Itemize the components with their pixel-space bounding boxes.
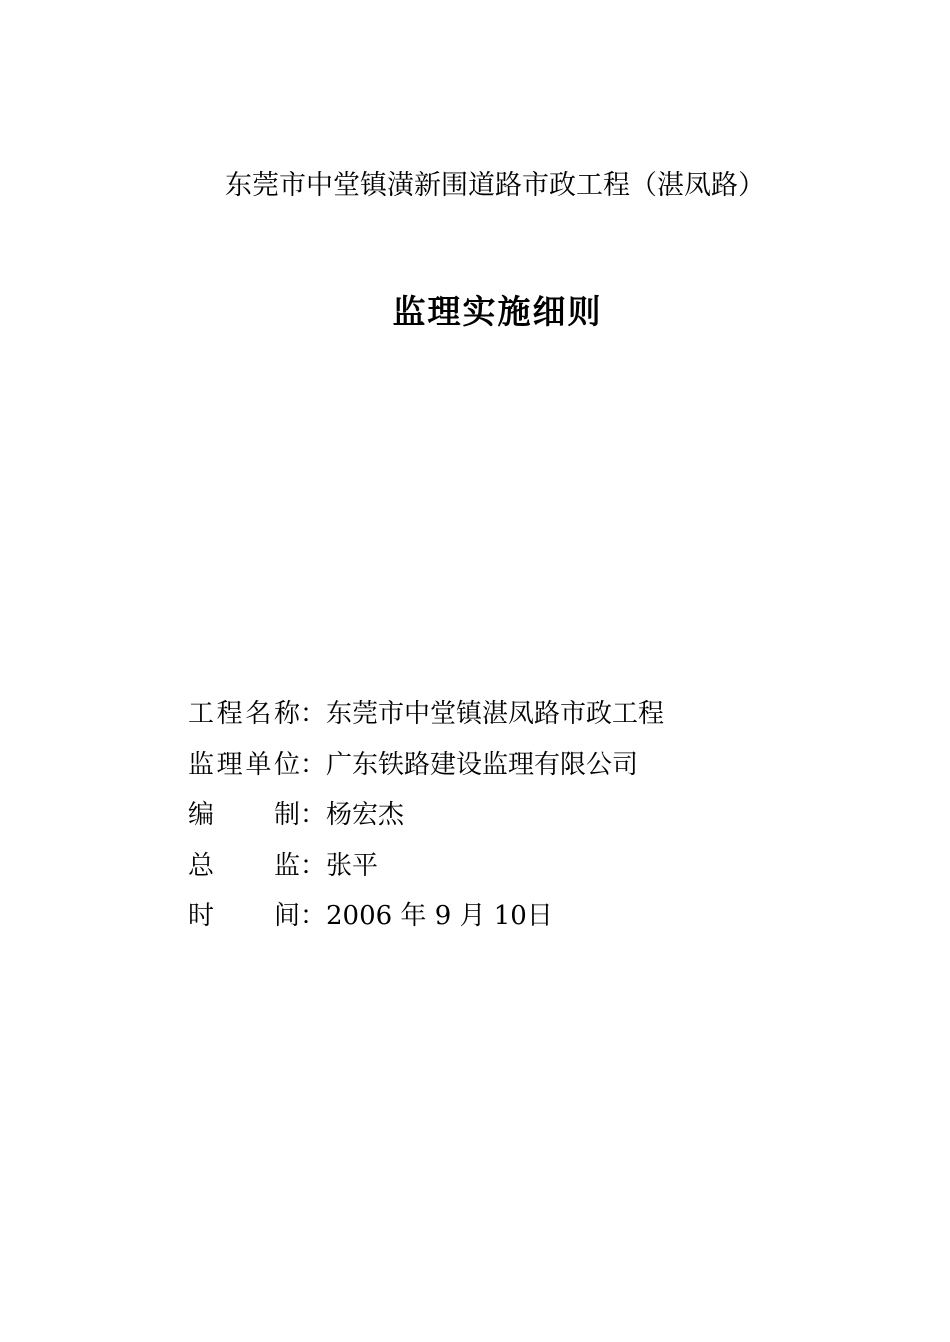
document-title: 监理实施细则 <box>392 292 603 331</box>
project-name-label: 工程名称 <box>188 699 300 729</box>
chief-supervisor-value: 张平 <box>326 850 379 881</box>
info-row-project-name <box>188 696 808 747</box>
info-block <box>188 696 808 949</box>
date-value: 2006 年 9 月 10日 <box>326 901 553 931</box>
info-row-supervision-unit <box>188 747 808 798</box>
info-row-chief-supervisor <box>188 848 808 899</box>
chief-supervisor-colon: ： <box>300 850 327 881</box>
project-name-value: 东莞市中堂镇湛凤路市政工程 <box>326 699 665 729</box>
supervision-unit-label: 监理单位 <box>188 749 300 780</box>
project-title: 东莞市中堂镇潢新围道路市政工程（湛凤路） <box>225 170 765 201</box>
supervision-unit-value: 广东铁路建设监理有限公司 <box>326 749 639 780</box>
compiler-label: 编制 <box>188 800 300 830</box>
chief-supervisor-label: 总监 <box>188 850 300 881</box>
info-row-date <box>188 898 808 949</box>
date-colon: ： <box>300 901 327 931</box>
compiler-colon: ： <box>300 800 327 830</box>
info-row-compiler <box>188 797 808 848</box>
supervision-unit-colon: ： <box>300 749 327 780</box>
project-name-colon: ： <box>300 699 327 729</box>
date-label: 时间 <box>188 901 300 931</box>
compiler-value: 杨宏杰 <box>326 800 405 830</box>
